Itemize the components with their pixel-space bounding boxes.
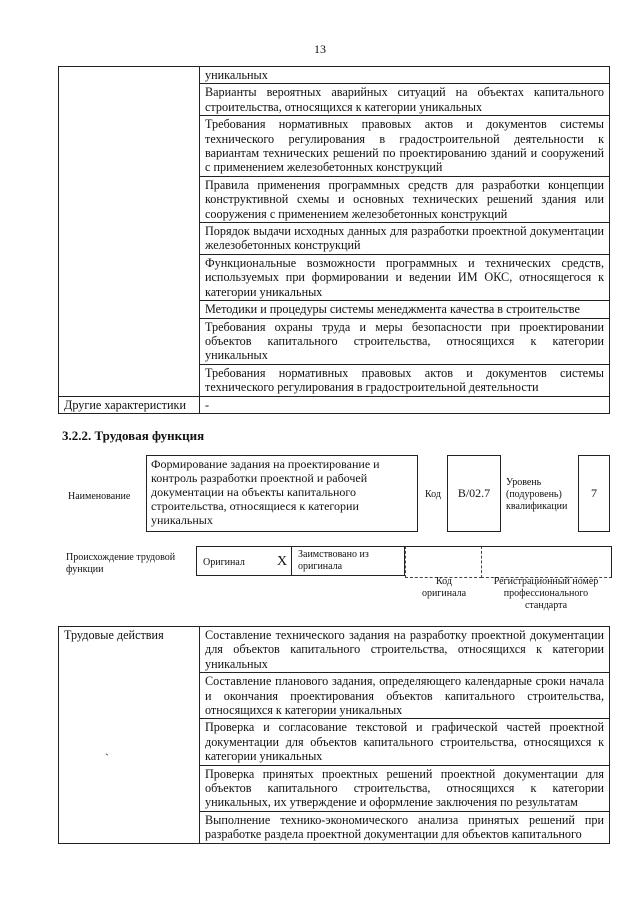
table-cell: Требования нормативных правовых актов и документов системы технического регулирования в градостроительной деятельности к вариантам технических решений по проектированию зданий и сооружений с применением железобетонных конструкций	[200, 116, 610, 177]
code-label: Код	[425, 489, 441, 500]
table-row	[59, 67, 610, 84]
origin-reg-cell	[481, 546, 612, 578]
table-cell-left: Другие характеристики	[59, 396, 200, 413]
name-label: Наименование	[68, 491, 131, 502]
level-value-box	[578, 455, 610, 532]
page-number: 13	[314, 42, 326, 56]
table-cell: уникальных	[200, 67, 610, 84]
side-mark: `	[105, 751, 109, 765]
actions-label: Трудовые действия	[64, 628, 164, 642]
function-name-box: Формирование задания на проектирование и контроль разработки проектной и рабочей документации на объекты капитального строительства, относящиеся к категории уникальных	[146, 455, 418, 532]
table-cell: Составление технического задания на разработку проектной документации для объектов капитального строительства, относящихся к категории уникальных	[200, 627, 610, 673]
original-label: Оригинал	[203, 557, 245, 568]
table-row	[59, 627, 610, 673]
table-row	[59, 396, 610, 413]
origin-label: Происхождение трудовой функции	[66, 552, 176, 575]
table-cell: Требования охраны труда и меры безопасности при проектировании объектов капитального строительства, относящихся к категории уникальных	[200, 318, 610, 364]
level-label: Уровень (подуровень) квалификации	[506, 477, 568, 512]
origin-code-caption: Код оригинала	[421, 576, 467, 599]
code-value-box	[447, 455, 501, 532]
level-value: 7	[591, 486, 597, 500]
borrowed-cell	[291, 546, 405, 576]
table-cell: Составление планового задания, определяющего календарные сроки начала и окончания проектирования объектов капитального строительства, относящихся к категории уникальных	[200, 673, 610, 719]
table-cell: Варианты вероятных аварийных ситуаций на объектах капитального строительства, относящихся к категории уникальных	[200, 84, 610, 116]
table-cell: -	[200, 396, 610, 413]
table-cell: Функциональные возможности программных и технических средств, используемых при формировании и ведении ИМ ОКС, относящегося к категории уникальных	[200, 254, 610, 300]
origin-reg-caption: Регистрационный номер профессионального стандарта	[493, 576, 599, 611]
borrowed-label: Заимствовано из оригинала	[298, 549, 369, 572]
table-cell: Проверка и согласование текстовой и графической частей проектной документации для объектов капитального строительства, относящихся к категории уникальных	[200, 719, 610, 765]
table-cell: Методики и процедуры системы менеджмента качества в строительстве	[200, 301, 610, 318]
origin-code-cell	[405, 546, 482, 578]
section-heading: 3.2.2. Трудовая функция	[62, 428, 205, 443]
table-cell-left	[59, 67, 200, 397]
original-cell	[196, 546, 292, 576]
table-cell: Проверка принятых проектных решений проектной документации для объектов капитального строительства, относящихся к категории уникальных, их утверждение и оформление заключения по результатам	[200, 765, 610, 811]
table-cell: Правила применения программных средств для разработки концепции конструктивной схемы и основных технических решений здания или сооружения с применением железобетонных конструкций	[200, 176, 610, 222]
code-value: B/02.7	[457, 486, 491, 500]
table-cell: Требования нормативных правовых актов и документов системы технического регулирования в градостроительной деятельности	[200, 364, 610, 396]
original-mark: X	[277, 554, 288, 569]
table-cell: Выполнение технико-экономического анализа принятых решений при разработке раздела проектной документации для объектов капитального	[200, 811, 610, 843]
knowledge-table	[58, 66, 610, 414]
actions-table	[58, 626, 610, 844]
actions-label-cell	[59, 627, 200, 844]
table-cell: Порядок выдачи исходных данных для разработки проектной документации железобетонных конструкций	[200, 223, 610, 255]
